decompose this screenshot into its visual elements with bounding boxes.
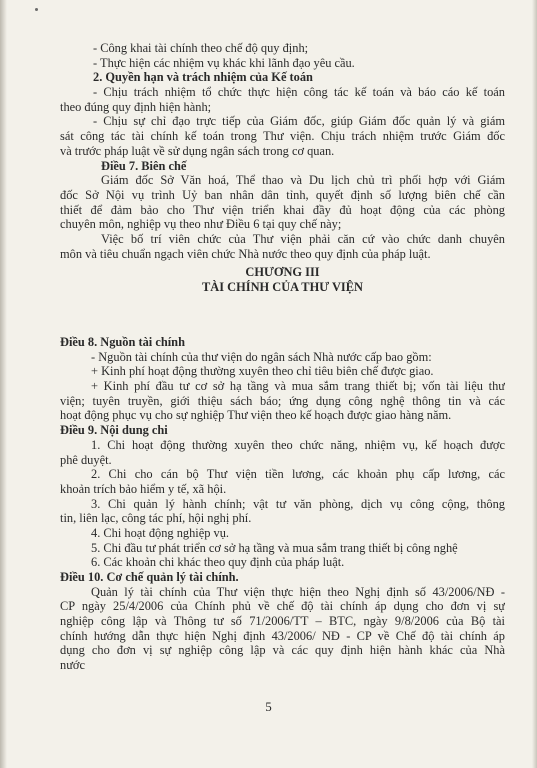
text-line: chính hướng dẫn thực hiện Nghị định 43/2006/ NĐ - CP về Chế độ tài chính áp: [60, 628, 505, 643]
text-line: Quản lý tài chính của Thư viện thực hiện theo Nghị định số 43/2006/NĐ -: [91, 584, 505, 599]
text-line: 4. Chi hoạt động nghiệp vụ.: [91, 525, 230, 540]
article-heading: Điều 10. Cơ chế quản lý tài chính.: [60, 570, 239, 584]
text-line: 2. Chi cho cán bộ Thư viện tiền lương, các khoản phụ cấp lương, các: [91, 467, 505, 482]
article-heading: Điều 9. Nội dung chi: [60, 423, 168, 438]
text-line: 6. Các khoản chi khác theo quy định của pháp luật.: [91, 555, 345, 570]
text-line: - Chịu sự chỉ đạo trực tiếp của Giám đốc, giúp Giám đốc quản lý và giám: [93, 114, 505, 129]
page-right-shadow: [532, 0, 537, 768]
text-line: hoạt động phục vụ cho sự nghiệp Thư viện theo kế hoạch được giao hàng năm.: [60, 408, 452, 423]
page-left-shadow: [0, 0, 7, 768]
text-line: - Chịu trách nhiệm tổ chức thực hiện công tác kế toán và báo cáo kế toán: [93, 85, 505, 100]
page-number: 5: [265, 699, 272, 714]
text-line: 1. Chi hoạt động thường xuyên theo chức năng, nhiệm vụ, kế hoạch được: [91, 437, 505, 452]
text-line: thiết để đảm bảo cho Thư viện triển khai đầy đủ hoạt động của các phòng: [60, 202, 505, 217]
text-line: 3. Chi quản lý hành chính; vật tư văn phòng, dịch vụ công cộng, thông: [91, 496, 505, 511]
article-heading: Điều 8. Nguồn tài chính: [60, 335, 185, 349]
text-line: đốc Sở Nội vụ trình Uỷ ban nhân dân tỉnh, quyết định số lượng biên chế cần: [60, 187, 505, 202]
text-line: - Thực hiện các nhiệm vụ khác khi lãnh đạo yêu cầu.: [93, 55, 355, 70]
text-line: - Công khai tài chính theo chế độ quy định;: [93, 41, 309, 55]
text-line: nghiệp công lập và Thông tư số 71/2006/TT – BTC, ngày 9/8/2006 của Bộ tài: [60, 614, 505, 629]
text-line: phê duyệt.: [60, 452, 112, 467]
text-line: theo đúng quy định hiện hành;: [60, 99, 212, 114]
text-line: nước: [60, 658, 85, 673]
text-line: sát công tác tài chính kế toán trong Thư viện. Chịu trách nhiệm trước Giám đốc: [60, 129, 505, 144]
section-heading: 2. Quyền hạn và trách nhiệm của Kế toán: [93, 70, 313, 85]
text-line: tin, liên lạc, công tác phí, hội nghị phí.: [60, 511, 252, 526]
text-line: viện; tuyên truyền, giới thiệu sách báo; ứng dụng công nghệ thông tin và các: [60, 393, 505, 408]
text-line: khoản trích bảo hiểm y tế, xã hội.: [60, 481, 227, 496]
scan-speck: [35, 8, 38, 11]
upper-text-block: [60, 41, 505, 295]
text-line: dụng cho đơn vị sự nghiệp công lập và các quy định hiện hành khác của Nhà: [60, 643, 505, 658]
text-line: + Kinh phí đầu tư cơ sở hạ tầng và mua sắm trang thiết bị; vốn tài liệu thư: [91, 379, 505, 394]
text-line: + Kinh phí hoạt động thường xuyên theo chỉ tiêu biên chế được giao.: [91, 364, 434, 379]
text-line: và trước pháp luật về sử dụng ngân sách trong cơ quan.: [60, 143, 335, 158]
chapter-title: CHƯƠNG III: [245, 265, 320, 280]
text-line: 5. Chi đầu tư phát triển cơ sở hạ tầng và mua sắm trang thiết bị công nghệ: [91, 540, 458, 555]
text-line: chuyên môn, nghiệp vụ theo như Điều 6 tại quy chế này;: [60, 217, 342, 232]
chapter-subtitle: TÀI CHÍNH CỦA THƯ VIỆN: [202, 280, 363, 294]
text-line: Việc bố trí viên chức của Thư viện phải căn cứ vào chức danh chuyên: [101, 231, 505, 246]
lower-text-block: [60, 335, 505, 673]
text-line: CP ngày 25/4/2006 của Chính phủ về chế độ tài chính áp dụng cho đơn vị sự: [60, 599, 505, 614]
text-line: Giám đốc Sở Văn hoá, Thể thao và Du lịch chủ trì phối hợp với Giám: [101, 173, 505, 188]
text-line: môn và tiêu chuẩn ngạch viên chức Nhà nước theo quy định của pháp luật.: [60, 246, 431, 261]
text-line: - Nguồn tài chính của thư viện do ngân sách Nhà nước cấp bao gồm:: [91, 349, 432, 364]
article-heading: Điều 7. Biên chế: [101, 158, 187, 173]
